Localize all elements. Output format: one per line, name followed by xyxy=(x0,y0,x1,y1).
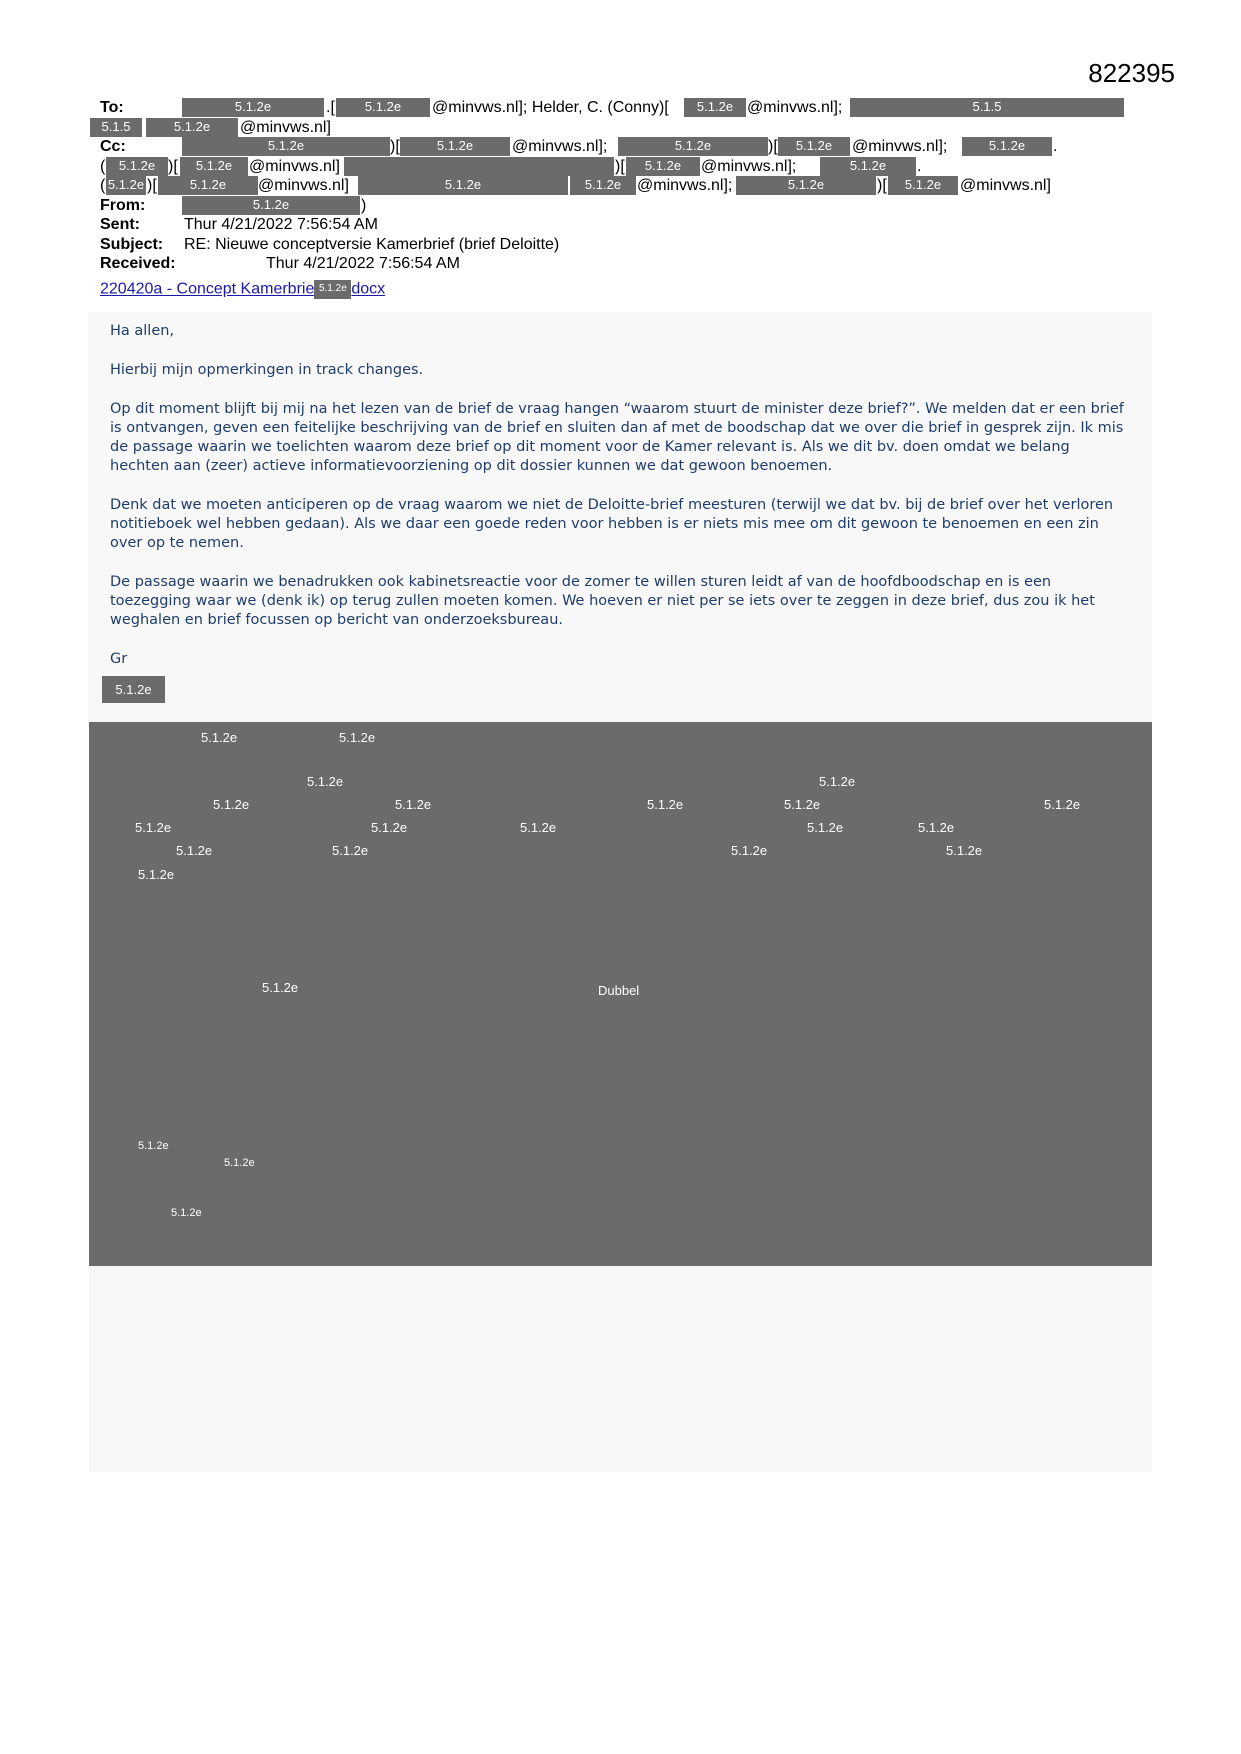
redaction-code: 5.1.2e xyxy=(262,980,299,995)
redacted-block xyxy=(89,722,1152,1266)
attachment-name: 220420a - Concept Kamerbrie xyxy=(100,280,315,298)
sent-label: Sent: xyxy=(100,216,140,233)
redaction-code: 5.1.2e xyxy=(946,843,983,858)
cc-address-text: @minvws.nl]; xyxy=(637,177,733,194)
received-line xyxy=(100,254,1130,274)
paragraph-2: Op dit moment blijft bij mij na het lezen van de brief de vraag hangen “waarom stuurt de minister deze brief?”. We melden dat er een brief is ontvangen, geven een feitelijke beschrijving van de brief en sluiten dan af met de boodschap dat we over die brief in gesprek zijn. Ik mis de passage waarin we toelichten waarom deze brief op dit moment voor de Kamer relevant is. Als we dit bv. doen omdat we belang hechten aan (zeer) actieve informatievoorziening op dit dossier kunnen we dat gewoon benoemen. xyxy=(110,401,1124,474)
subject-value: RE: Nieuwe conceptversie Kamerbrief (brief Deloitte) xyxy=(184,235,560,253)
subject-line xyxy=(100,235,1130,255)
redaction: 5.1.2e xyxy=(182,137,390,156)
redaction: 5.1.2e xyxy=(336,98,430,117)
redaction-code: 5.1.2e xyxy=(395,797,432,812)
dubbel-label: Dubbel xyxy=(598,983,640,998)
redaction-code: 5.1.2e xyxy=(918,820,955,835)
signature-redaction: 5.1.2e xyxy=(102,676,165,703)
redaction: 5.1.2e xyxy=(820,157,916,176)
redaction-code: 5.1.2e xyxy=(332,843,369,858)
redaction-code: 5.1.2e xyxy=(1044,797,1081,812)
redaction-code: 5.1.2e xyxy=(371,820,408,835)
to-line-1: To: 5.1.2e .[ 5.1.2e @minvws.nl]; Helder, C. (Conny)[ 5.1.2e @minvws.nl]; 5.1.5 xyxy=(100,98,1130,118)
attachment-link[interactable] xyxy=(100,280,385,299)
received-value: Thur 4/21/2022 7:56:54 AM xyxy=(266,255,460,272)
from-line: From: 5.1.2e ) xyxy=(100,196,367,214)
redaction: 5.1.5 xyxy=(850,98,1124,117)
redaction-code: 5.1.2e xyxy=(307,774,344,789)
redaction: 5.1.2e xyxy=(736,176,876,195)
redaction-code: 5.1.2e xyxy=(819,774,856,789)
redaction-code: 5.1.2e xyxy=(520,820,557,835)
redaction xyxy=(344,157,614,176)
redaction-code: 5.1.2e xyxy=(731,843,768,858)
redaction: 5.1.2e xyxy=(962,137,1052,156)
cc-line-3: ( 5.1.2e )[ 5.1.2e @minvws.nl] 5.1.2e 5.1.2e @minvws.nl]; 5.1.2e )[ 5.1.2e @minvws.nl] xyxy=(100,177,1051,194)
cc-address-text: @minvws.nl] xyxy=(960,177,1051,194)
attachment-ext: docx xyxy=(351,280,386,298)
redaction: 5.1.2e xyxy=(626,157,700,176)
redaction-code: 5.1.2e xyxy=(784,797,821,812)
redaction: 5.1.2e xyxy=(182,98,324,117)
redaction: 5.1.2e xyxy=(182,196,360,215)
cc-address-text: @minvws.nl]; xyxy=(701,157,797,175)
paragraph-3: Denk dat we moeten anticiperen op de vraag waarom we niet de Deloitte-brief meesturen (terwijl we dat bv. bij de brief over het verloren notitieboek wel hebben gedaan). Als we daar een goede reden voor hebben is er niets mis mee om dit gewoon te benoemen en een zin over op te nemen. xyxy=(110,497,1114,551)
redaction: 5.1.2e xyxy=(778,137,850,156)
to-address-text: @minvws.nl]; Helder, C. (Conny)[ xyxy=(432,99,669,116)
to-line-2 xyxy=(100,118,1130,138)
document-number: 822395 xyxy=(1088,58,1175,88)
cc-address-text: @minvws.nl]; xyxy=(852,138,948,155)
email-header xyxy=(100,98,1130,274)
from-label: From: xyxy=(100,196,146,214)
redaction: 5.1.2e xyxy=(106,157,168,176)
redaction: 5.1.5 xyxy=(90,118,142,137)
redaction: 5.1.2e xyxy=(570,176,636,195)
closing: Gr xyxy=(110,651,128,667)
cc-label: Cc: xyxy=(100,138,126,155)
redaction-code: 5.1.2e xyxy=(224,1157,255,1169)
lower-blank-area xyxy=(89,1266,1152,1472)
greeting: Ha allen, xyxy=(110,323,175,339)
redaction: 5.1.2e xyxy=(180,157,248,176)
redaction: 5.1.2e xyxy=(314,280,351,299)
redaction-code: 5.1.2e xyxy=(807,820,844,835)
cc-address-text: @minvws.nl]; xyxy=(512,138,608,155)
cc-line-2: ( 5.1.2e )[ 5.1.2e @minvws.nl] )[ 5.1.2e @minvws.nl]; 5.1.2e . xyxy=(100,157,922,175)
sent-line xyxy=(100,215,1130,235)
sent-value: Thur 4/21/2022 7:56:54 AM xyxy=(184,216,378,233)
redaction-code: 5.1.2e xyxy=(213,797,250,812)
redaction-code: 5.1.2e xyxy=(201,730,238,745)
redaction: 5.1.2e xyxy=(358,176,568,195)
redaction: 5.1.2e xyxy=(400,137,510,156)
redaction-code: 5.1.2e xyxy=(647,797,684,812)
to-address-text: @minvws.nl] xyxy=(240,118,331,136)
subject-label: Subject: xyxy=(100,235,164,253)
cc-address-text: @minvws.nl] xyxy=(258,177,349,194)
redaction: 5.1.2e xyxy=(106,176,146,195)
redaction-code: 5.1.2e xyxy=(171,1207,202,1219)
paragraph-4: De passage waarin we benadrukken ook kabinetsreactie voor de zomer te willen sturen leidt af van de hoofdboodschap en is een toezegging waar we (denk ik) op terug zullen moeten komen. We hoeven er niet per se iets over te zeggen in deze brief, dus zou ik het weghalen en brief focussen op bericht van onderzoeksbureau. xyxy=(110,574,1095,628)
to-address-text: @minvws.nl]; xyxy=(747,99,843,116)
cc-line-1: Cc: 5.1.2e )[ 5.1.2e @minvws.nl]; 5.1.2e )[ 5.1.2e @minvws.nl]; 5.1.2e . xyxy=(100,138,1058,155)
paragraph-1: Hierbij mijn opmerkingen in track changes. xyxy=(110,362,424,378)
redaction-code: 5.1.2e xyxy=(135,820,172,835)
redaction: 5.1.2e xyxy=(158,176,258,195)
redaction-code: 5.1.2e xyxy=(339,730,376,745)
redaction: 5.1.2e xyxy=(146,118,238,137)
to-label: To: xyxy=(100,99,124,116)
redaction: 5.1.2e xyxy=(618,137,768,156)
redaction: 5.1.2e xyxy=(888,176,958,195)
redaction-code: 5.1.2e xyxy=(176,843,213,858)
received-label: Received: xyxy=(100,255,176,272)
redaction-code: 5.1.2e xyxy=(138,867,175,882)
cc-address-text: @minvws.nl] xyxy=(249,157,340,175)
redaction-code: 5.1.2e xyxy=(138,1140,169,1152)
redaction: 5.1.2e xyxy=(684,98,746,117)
email-body xyxy=(88,312,1152,724)
